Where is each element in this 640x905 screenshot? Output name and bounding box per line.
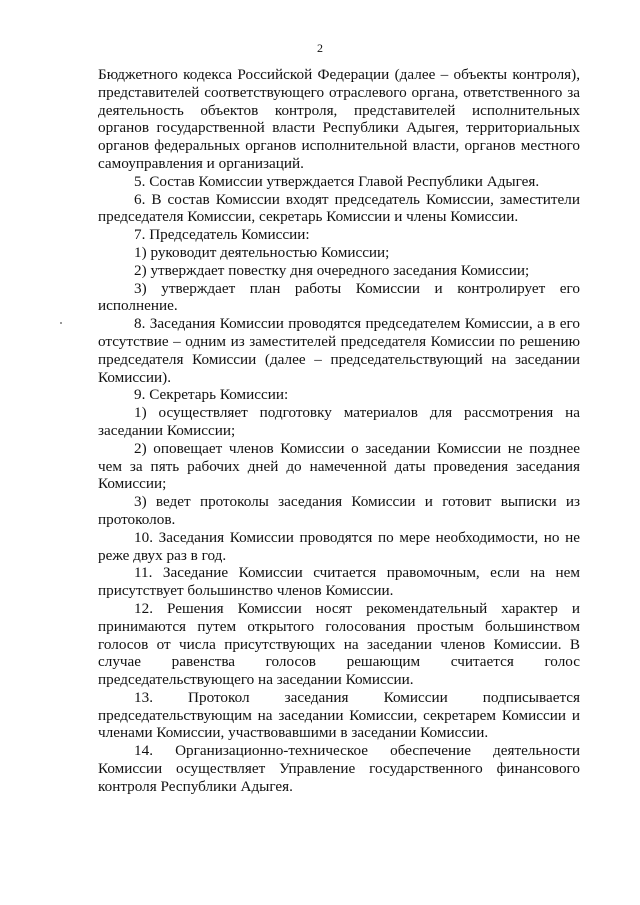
paragraph-item-9-2: 2) оповещает членов Комиссии о заседании Комиссии не позднее чем за пять рабочих дней до намеченной даты проведения заседания Комиссии; bbox=[98, 439, 580, 493]
paragraph-item-5: 5. Состав Комиссии утверждается Главой Республики Адыгея. bbox=[134, 172, 540, 190]
paragraph-item-7-2: 2) утверждает повестку дня очередного заседания Комиссии; bbox=[134, 261, 530, 279]
paragraph-item-14: 14. Организационно-техническое обеспечение деятельности Комиссии осуществляет Управление государственного финансового контроля Республики Адыгея. bbox=[98, 742, 580, 795]
paragraph-item-9-1: 1) осуществляет подготовку материалов для рассмотрения на заседании Комиссии; bbox=[98, 404, 580, 439]
paragraph-item-7-3: 3) утверждает план работы Комиссии и контролирует его исполнение. bbox=[98, 279, 580, 315]
paragraph-item-7: 7. Председатель Комиссии: bbox=[134, 226, 310, 244]
paragraph-item-7-1: 1) руководит деятельностью Комиссии; bbox=[134, 243, 390, 261]
paragraph-item-9-3: 3) ведет протоколы заседания Комиссии и готовит выписки из протоколов. bbox=[98, 493, 580, 528]
scan-speck bbox=[60, 322, 62, 324]
document-body bbox=[98, 66, 580, 796]
paragraph-item-9: 9. Секретарь Комиссии: bbox=[134, 386, 289, 404]
paragraph-item-6: 6. В состав Комиссии входят председатель Комиссии, заместители председателя Комиссии, секретарь Комиссии и члены Комиссии. bbox=[98, 190, 580, 226]
paragraph-item-10: 10. Заседания Комиссии проводятся по мере необходимости, но не реже двух раз в год. bbox=[98, 528, 580, 564]
paragraph-continuation: Бюджетного кодекса Российской Федерации (далее – объекты контроля), представителей соответствующего отраслевого органа, ответственного за деятельность объектов контроля, представителей исполнительных органов государственной власти Республики Адыгея, территориальных органов федеральных органов исполнительной власти, органов местного самоуправления и организаций. bbox=[98, 66, 580, 172]
paragraph-item-12: 12. Решения Комиссии носят рекомендательный характер и принимаются путем открытого голосования простым большинством голосов от числа присутствующих на заседании членов Комиссии. В случае равенства голосов решающим считается голос председательствующего на заседании Комиссии. bbox=[98, 599, 580, 689]
paragraph-item-8: 8. Заседания Комиссии проводятся председателем Комиссии, а в его отсутствие – одним из заместителей председателя Комиссии по решению председателя Комиссии (далее – председательствующий на заседании Комиссии). bbox=[98, 315, 580, 386]
page-number: 2 bbox=[317, 41, 323, 55]
paragraph-item-13: 13. Протокол заседания Комиссии подписывается председательствующим на заседании Комиссии, секретарем Комиссии и членами Комиссии, участвовавшими в заседании Комиссии. bbox=[98, 688, 580, 742]
paragraph-item-11: 11. Заседание Комиссии считается правомочным, если на нем присутствует большинство членов Комиссии. bbox=[98, 564, 580, 600]
